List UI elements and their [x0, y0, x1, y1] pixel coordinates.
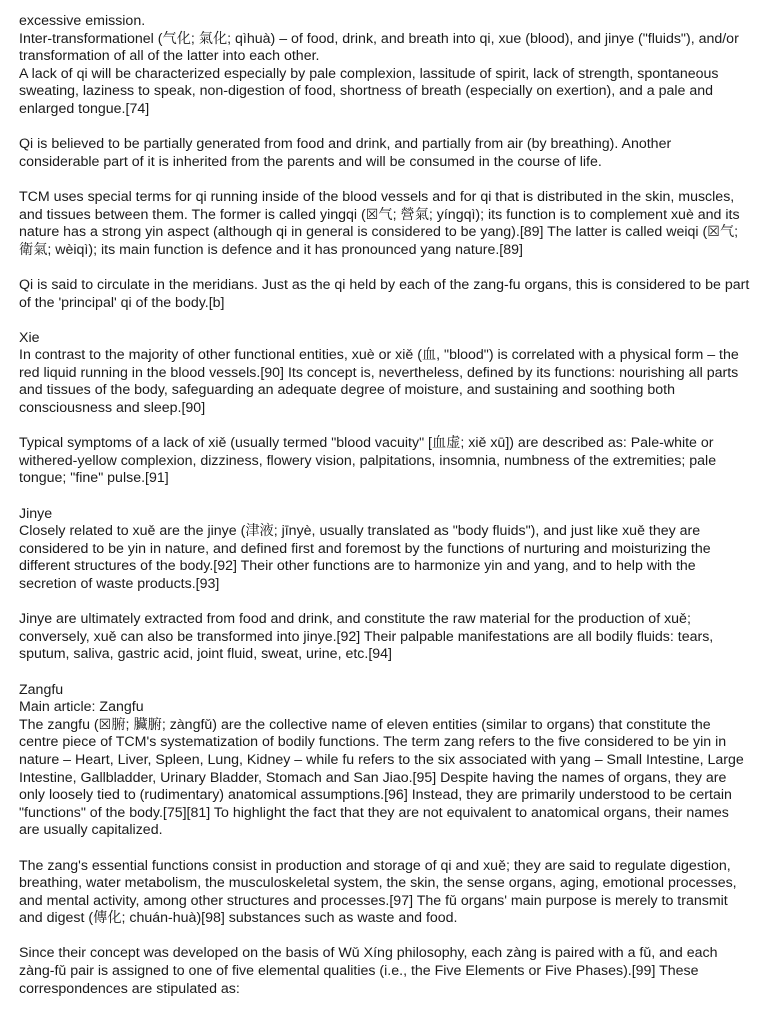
text-paragraph: TCM uses special terms for qi running inside of the blood vessels and for qi that is distributed in the skin, muscles, and tissues between them. The former is called yingqi (☒气; 營氣; yíngqì); its function is to complement xuè and its nature has a strong yin aspect (although qi in general is considered to be yang).[89] The latter is called weiqi (☒气; 衛氣; wèiqì); its main function is defence and it has pronounced yang nature.[89]	[19, 188, 740, 258]
section-heading-xie: Xie	[19, 329, 40, 346]
paragraph-gap	[19, 488, 751, 506]
text-paragraph: Inter-transformationel (气化; 氣化; qìhuà) – of food, drink, and breath into qi, xue (blood), and jinye ("fluids"), and/or transformation of all of the latter into each other.	[19, 30, 739, 65]
paragraph-gap	[19, 594, 751, 612]
text-paragraph: Typical symptoms of a lack of xiě (usually termed "blood vacuity" [血虚; xiě xū]) are described as: Pale-white or withered-yellow complexion, dizziness, flowery vision, palpitations, insomnia, numbness of the extremities; pale tongue; "fine" pulse.[91]	[19, 435, 717, 487]
paragraph-gap	[19, 312, 751, 330]
text-paragraph: Qi is said to circulate in the meridians. Just as the qi held by each of the zang-fu organs, this is considered to be part of the 'principal' qi of the body.[b]	[19, 276, 750, 311]
text-paragraph: The zangfu (☒腑; 臟腑; zàngfǔ) are the collective name of eleven entities (similar to organs) that constitute the centre piece of TCM's systematization of bodily functions. The term zang refers to the five considered to be yin in nature – Heart, Liver, Spleen, Lung, Kidney – while fu refers to the six associated with yang – Small Intestine, Large Intestine, Gallbladder, Urinary Bladder, Stomach and San Jiao.[95] Despite having the names of organs, they are only loosely tied to (rudimentary) anatomical assumptions.[96] Instead, they are primarily understood to be certain "functions" of the body.[75][81] To highlight the fact that they are not equivalent to anatomical organs, their names are usually capitalized.	[19, 716, 744, 839]
paragraph-gap	[19, 171, 751, 189]
paragraph-gap	[19, 840, 751, 858]
section-heading-zangfu: Zangfu	[19, 681, 64, 698]
paragraph-gap	[19, 418, 751, 436]
section-heading-jinye: Jinye	[19, 505, 53, 522]
paragraph-gap	[19, 259, 751, 277]
paragraph-gap	[19, 928, 751, 946]
text-line: excessive emission.	[19, 13, 146, 29]
text-paragraph: A lack of qi will be characterized especially by pale complexion, lassitude of spirit, lack of strength, spontaneous sweating, laziness to speak, non-digestion of food, shortness of breath (especially on exertion), and a pale and enlarged tongue.[74]	[19, 65, 719, 117]
paragraph-gap	[19, 119, 751, 137]
text-paragraph: Jinye are ultimately extracted from food and drink, and constitute the raw material for the production of xuě; conversely, xuě can also be transformed into jinye.[92] Their palpable manifestations are all bodily fluids: tears, sputum, saliva, gastric acid, joint fluid, sweat, urine, etc.[94]	[19, 611, 714, 663]
document-page	[19, 13, 751, 998]
main-article-note: Main article: Zangfu	[19, 699, 144, 716]
text-paragraph: Since their concept was developed on the basis of Wǔ Xíng philosophy, each zàng is paired with a fǔ, and each zàng-fǔ pair is assigned to one of five elemental qualities (i.e., the Five Elements or Five Phases).[99] These correspondences are stipulated as:	[19, 945, 718, 997]
text-paragraph: Qi is believed to be partially generated from food and drink, and partially from air (by breathing). Another considerable part of it is inherited from the parents and will be consumed in the course of life.	[19, 136, 672, 170]
text-paragraph: In contrast to the majority of other functional entities, xuè or xiě (血, "blood") is correlated with a physical form – the red liquid running in the blood vessels.[90] Its concept is, nevertheless, defined by its functions: nourishing all parts and tissues of the body, safeguarding an adequate degree of moisture, and sustaining and soothing both consciousness and sleep.[90]	[19, 347, 739, 417]
text-paragraph: The zang's essential functions consist in production and storage of qi and xuě; they are said to regulate digestion, breathing, water metabolism, the musculoskeletal system, the skin, the sense organs, aging, emotional processes, and mental activity, among other structures and processes.[97] The fǔ organs' main purpose is merely to transmit and digest (傳化; chuán-huà)[98] substances such as waste and food.	[19, 857, 737, 927]
text-paragraph: Closely related to xuě are the jinye (津液; jīnyè, usually translated as "body fluids"), and just like xuě they are considered to be yin in nature, and defined first and foremost by the functions of nurturing and moisturizing the different structures of the body.[92] Their other functions are to harmonize yin and yang, and to help with the secretion of waste products.[93]	[19, 523, 711, 592]
paragraph-gap	[19, 664, 751, 682]
